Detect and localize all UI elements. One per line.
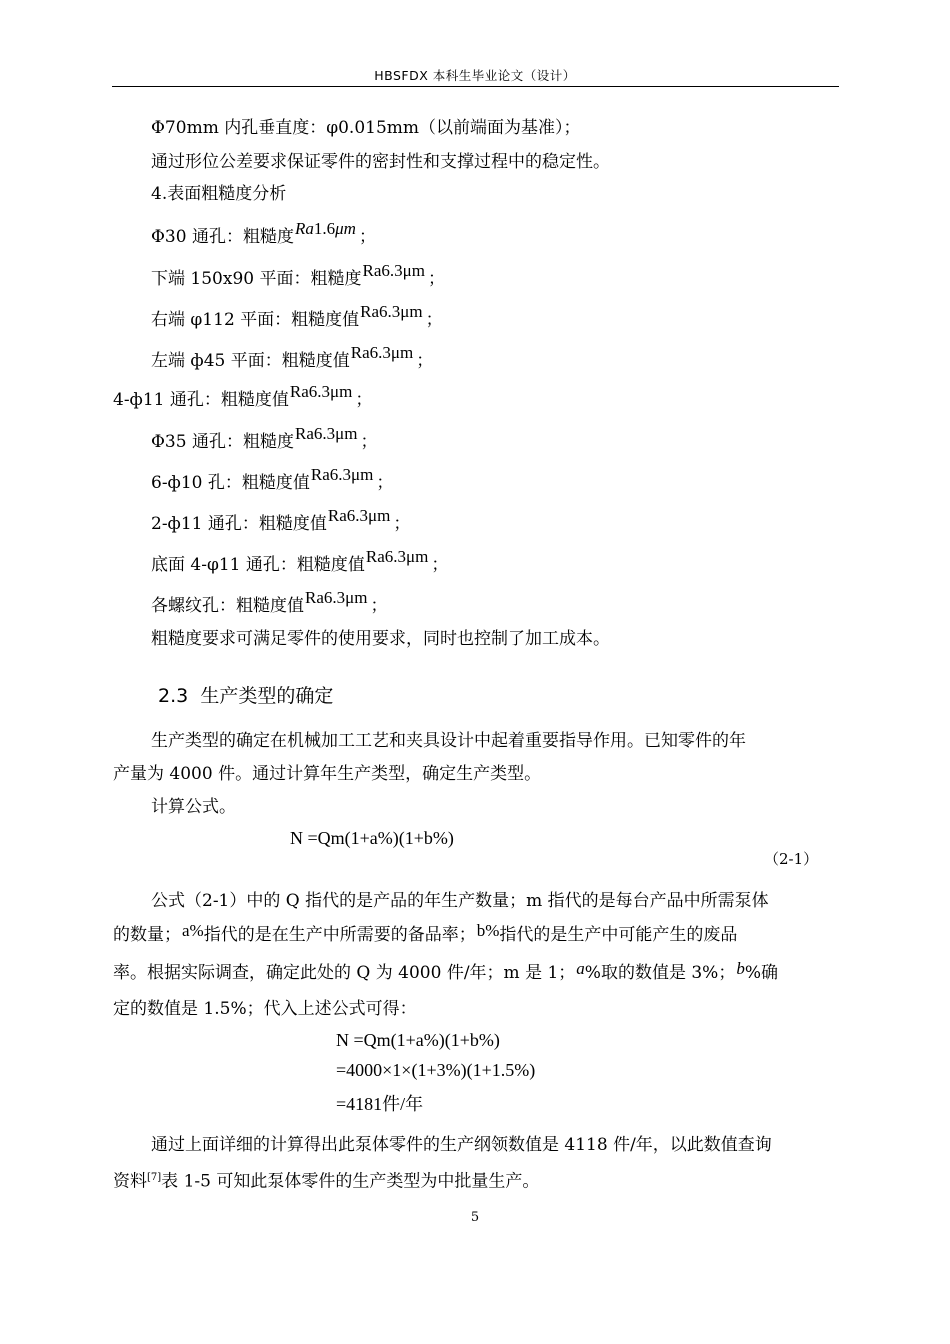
symbol-a-italic: a [576, 959, 585, 978]
roughness-end: ； [358, 227, 376, 247]
calc-line-3: =4181件/年 [336, 1094, 424, 1114]
formula-number: （2-1） [764, 850, 819, 868]
roughness-label: 下端 150x90 平面：粗糙度 [151, 269, 362, 289]
explain-text: %取的数值是 3%； [584, 963, 736, 983]
roughness-value: Ra6.3μm [289, 382, 353, 401]
roughness-value: Ra6.3μm [305, 588, 368, 607]
roughness-value: Ra6.3μm [294, 424, 358, 443]
ra-symbol: Ra [294, 219, 314, 238]
roughness-value: Ra6.3μm [360, 302, 423, 321]
roughness-label: 左端 ф45 平面：粗糙度值 [151, 351, 350, 371]
citation-ref: [7] [147, 1172, 162, 1183]
formula: N =Qm(1+a%)(1+b%) [290, 828, 454, 848]
roughness-label: Φ30 通孔：粗糙度 [151, 227, 294, 247]
page-header: HBSFDX 本科生毕业论文（设计） [374, 68, 576, 83]
roughness-end: ； [370, 596, 388, 616]
roughness-end: ； [425, 310, 443, 330]
explain-line-3 [113, 959, 778, 984]
roughness-end: ； [376, 473, 394, 493]
explain-line-1: 公式（2-1）中的 Q 指代的是产品的年生产数量；m 指代的是每台产品中所需泵体 [151, 891, 769, 911]
roughness-row [113, 382, 373, 411]
symbol-a: a% [182, 921, 204, 940]
roughness-label: 各螺纹孔：粗糙度值 [151, 596, 304, 616]
intro-line-1: 生产类型的确定在机械加工工艺和夹具设计中起着重要指导作用。已知零件的年 [151, 731, 746, 751]
roughness-label: 4-ф11 通孔：粗糙度值 [113, 390, 289, 410]
roughness-end: ； [427, 269, 445, 289]
calc-line-2: =4000×1×(1+3%)(1+1.5%) [336, 1060, 536, 1080]
intro-line-2: 产量为 4000 件。通过计算年生产类型，确定生产类型。 [113, 764, 542, 784]
explain-text: 的数量； [113, 925, 181, 945]
tolerance-perpendicularity: Φ70mm 内孔垂直度：φ0.015mm（以前端面为基准）； [151, 118, 581, 138]
roughness-end: ； [416, 351, 434, 371]
symbol-b: b% [476, 921, 500, 940]
explain-text: %确 [744, 963, 778, 983]
formula-label: 计算公式。 [151, 797, 236, 817]
ra-value: 1.6 [313, 219, 336, 238]
roughness-value: Ra6.3μm [362, 261, 425, 280]
page-number: 5 [470, 1210, 480, 1225]
roughness-label: Φ35 通孔：粗糙度 [151, 432, 294, 452]
ra-unit: μm [335, 219, 356, 238]
roughness-end: ； [431, 555, 449, 575]
explain-text: 指代的是生产中可能产生的废品 [499, 925, 738, 945]
header-rule [112, 86, 839, 87]
roughness-end: ； [360, 432, 378, 452]
symbol-b-italic: b [736, 959, 745, 978]
roughness-row [151, 261, 445, 290]
roughness-end: ； [393, 514, 411, 534]
explain-text: 率。根据实际调查，确定此处的 Q 为 4000 件/年；m 是 1； [113, 963, 576, 983]
roughness-label: 6-ф10 孔：粗糙度值 [151, 473, 310, 493]
roughness-end: ； [355, 390, 373, 410]
roughness-value: Ra6.3μm [365, 547, 429, 566]
explain-line-2 [113, 921, 738, 946]
roughness-value: Ra6.3μm [350, 343, 414, 362]
roughness-row [151, 219, 376, 248]
roughness-row [151, 424, 378, 453]
roughness-label: 2-ф11 通孔：粗糙度值 [151, 514, 327, 534]
roughness-row [151, 302, 443, 331]
result-line-2 [113, 1167, 539, 1193]
result-line-1: 通过上面详细的计算得出此泵体零件的生产纲领数值是 4118 件/年，以此数值查询 [151, 1135, 772, 1155]
section-title: 生产类型的确定 [200, 685, 334, 707]
roughness-label: 底面 4-φ11 通孔：粗糙度值 [151, 555, 365, 575]
tolerance-purpose: 通过形位公差要求保证零件的密封性和支撑过程中的稳定性。 [151, 152, 610, 172]
explain-text: 指代的是在生产中所需要的备品率； [203, 925, 476, 945]
roughness-row [151, 465, 394, 494]
section-heading [158, 681, 333, 708]
roughness-label: 右端 φ112 平面：粗糙度值 [151, 310, 360, 330]
result-text: 表 1-5 可知此泵体零件的生产类型为中批量生产。 [161, 1171, 540, 1192]
roughness-row [151, 547, 449, 576]
calc-line-1: N =Qm(1+a%)(1+b%) [336, 1030, 500, 1050]
roughness-row [151, 506, 411, 535]
roughness-value: Ra6.3μm [310, 465, 374, 484]
roughness-title: 4.表面粗糙度分析 [151, 184, 287, 204]
explain-line-4: 定的数值是 1.5%；代入上述公式可得： [113, 999, 417, 1019]
roughness-conclusion: 粗糙度要求可满足零件的使用要求，同时也控制了加工成本。 [151, 629, 610, 649]
section-number: 2.3 [158, 685, 189, 707]
result-text: 资料 [113, 1171, 147, 1192]
roughness-row [151, 343, 434, 372]
roughness-value: Ra6.3μm [327, 506, 391, 525]
roughness-row [151, 588, 388, 617]
